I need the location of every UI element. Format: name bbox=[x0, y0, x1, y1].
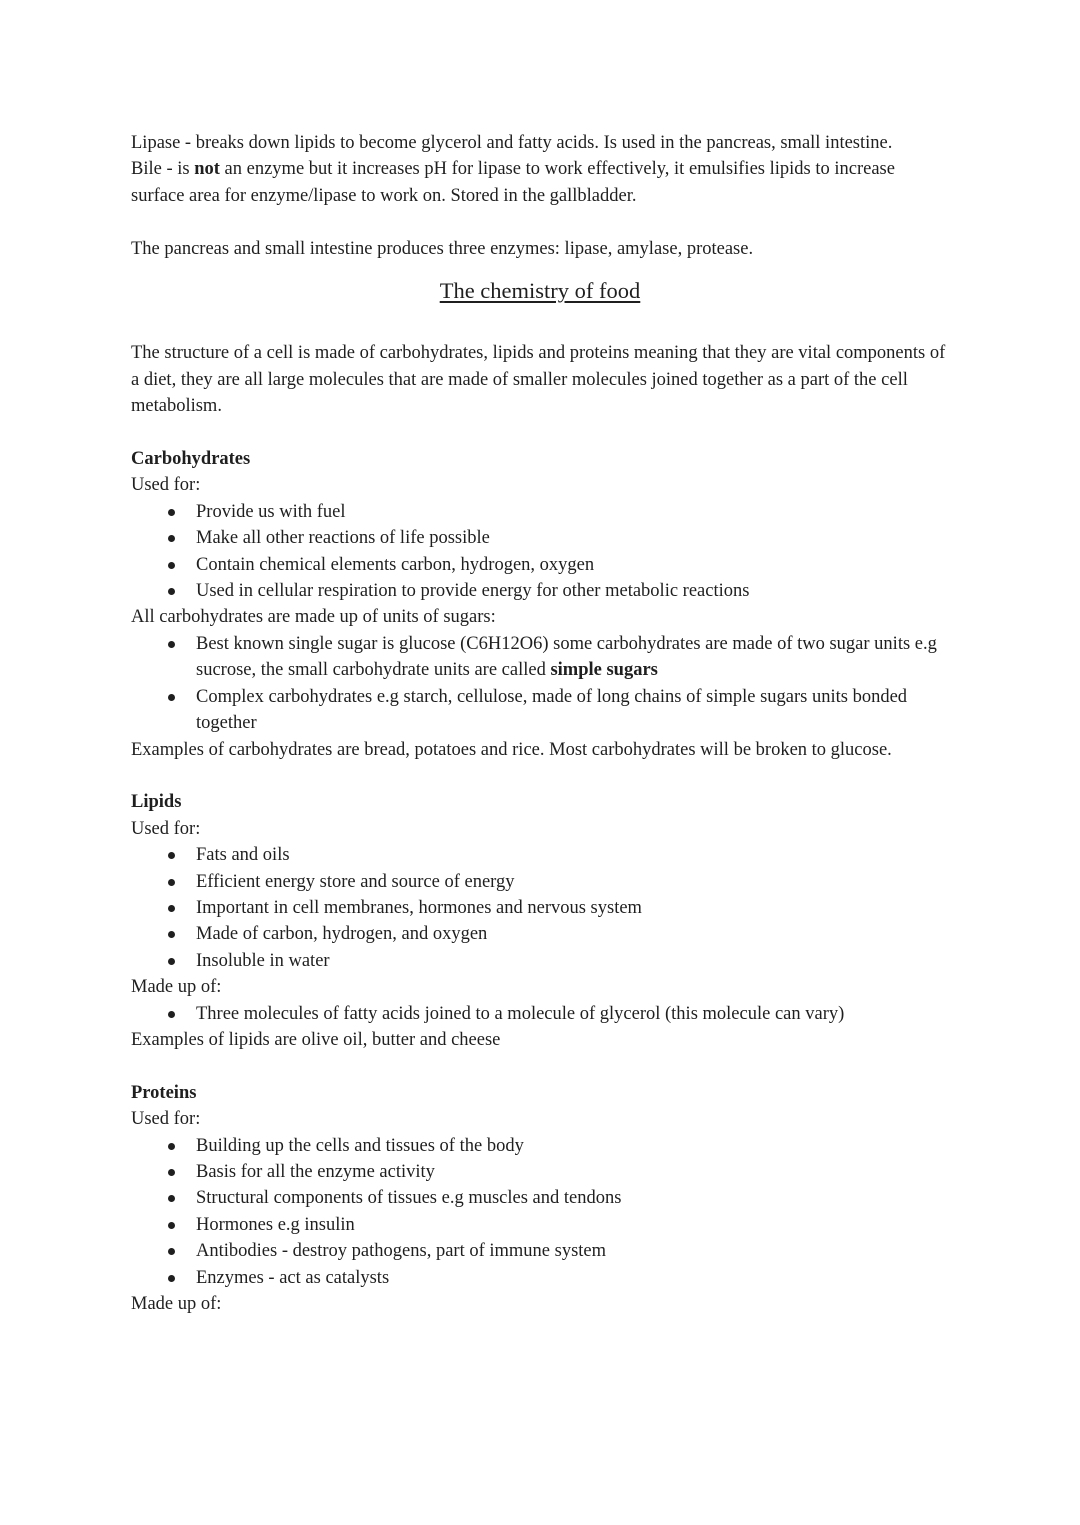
list-item: Efficient energy store and source of energy bbox=[131, 869, 951, 895]
list-item: Building up the cells and tissues of the body bbox=[131, 1133, 951, 1159]
structure-paragraph: The structure of a cell is made of carbohydrates, lipids and proteins meaning that they are vital components of a diet, they are all large molecules that are made of smaller molecules joined together as a part of the cell metabolism. bbox=[131, 343, 946, 417]
document-page bbox=[131, 130, 951, 1317]
list-item: Insoluble in water bbox=[131, 948, 951, 974]
lipase-paragraph: Lipase - breaks down lipids to become glycerol and fatty acids. Is used in the pancreas, small intestine. bbox=[131, 133, 893, 153]
proteins-used-for-label: Used for: bbox=[131, 1109, 201, 1130]
sugar-item-text: Best known single sugar is glucose (C6H12O6) some carbohydrates are made of two sugar units e.g sucrose, the small carbohydrate units are called bbox=[196, 633, 937, 681]
proteins-made-of-label: Made up of: bbox=[131, 1294, 222, 1314]
lipids-heading: Lipids bbox=[131, 792, 182, 813]
carbohydrates-used-for-label: Used for: bbox=[131, 475, 201, 496]
list-item: Enzymes - act as catalysts bbox=[131, 1265, 951, 1291]
bile-paragraph bbox=[131, 156, 951, 209]
bile-prefix: Bile - is bbox=[131, 159, 195, 180]
list-item: Used in cellular respiration to provide energy for other metabolic reactions bbox=[131, 578, 951, 604]
simple-sugars-bold: simple sugars bbox=[550, 660, 658, 681]
list-item: Structural components of tissues e.g muscles and tendons bbox=[131, 1185, 951, 1211]
page-title: The chemistry of food bbox=[439, 278, 641, 304]
carbohydrates-sugars-list bbox=[131, 631, 951, 737]
title-wrapper bbox=[131, 276, 951, 306]
bile-rest: an enzyme but it increases pH for lipase to work effectively, it emulsifies lipids to increase surface area for enzyme/lipase to work on. Stored in the gallbladder. bbox=[131, 159, 895, 206]
carbohydrates-examples: Examples of carbohydrates are bread, potatoes and rice. Most carbohydrates will be broken to glucose. bbox=[131, 739, 892, 760]
list-item bbox=[131, 631, 951, 684]
list-item: Fats and oils bbox=[131, 842, 951, 868]
list-item: Important in cell membranes, hormones and nervous system bbox=[131, 895, 951, 921]
proteins-used-for-list bbox=[131, 1133, 951, 1291]
lipids-made-of-label: Made up of: bbox=[131, 977, 222, 998]
carbohydrates-made-of-label: All carbohydrates are made up of units of sugars: bbox=[131, 607, 496, 628]
list-item: Make all other reactions of life possible bbox=[131, 525, 951, 551]
lipids-made-of-list bbox=[131, 1001, 951, 1027]
bile-bold-not: not bbox=[194, 159, 220, 180]
carbohydrates-heading: Carbohydrates bbox=[131, 449, 251, 470]
list-item: Complex carbohydrates e.g starch, cellulose, made of long chains of simple sugars units bonded together bbox=[131, 684, 951, 737]
lipids-used-for-list bbox=[131, 842, 951, 974]
list-item: Antibodies - destroy pathogens, part of immune system bbox=[131, 1238, 951, 1264]
list-item: Hormones e.g insulin bbox=[131, 1212, 951, 1238]
list-item: Three molecules of fatty acids joined to a molecule of glycerol (this molecule can vary) bbox=[131, 1001, 951, 1027]
pancreas-paragraph: The pancreas and small intestine produces three enzymes: lipase, amylase, protease. bbox=[131, 238, 754, 259]
list-item: Provide us with fuel bbox=[131, 499, 951, 525]
list-item: Contain chemical elements carbon, hydrogen, oxygen bbox=[131, 552, 951, 578]
lipids-used-for-label: Used for: bbox=[131, 818, 201, 839]
lipids-examples: Examples of lipids are olive oil, butter and cheese bbox=[131, 1029, 501, 1050]
carbohydrates-used-for-list bbox=[131, 499, 951, 605]
list-item: Made of carbon, hydrogen, and oxygen bbox=[131, 921, 951, 947]
list-item: Basis for all the enzyme activity bbox=[131, 1159, 951, 1185]
proteins-heading: Proteins bbox=[131, 1082, 197, 1103]
